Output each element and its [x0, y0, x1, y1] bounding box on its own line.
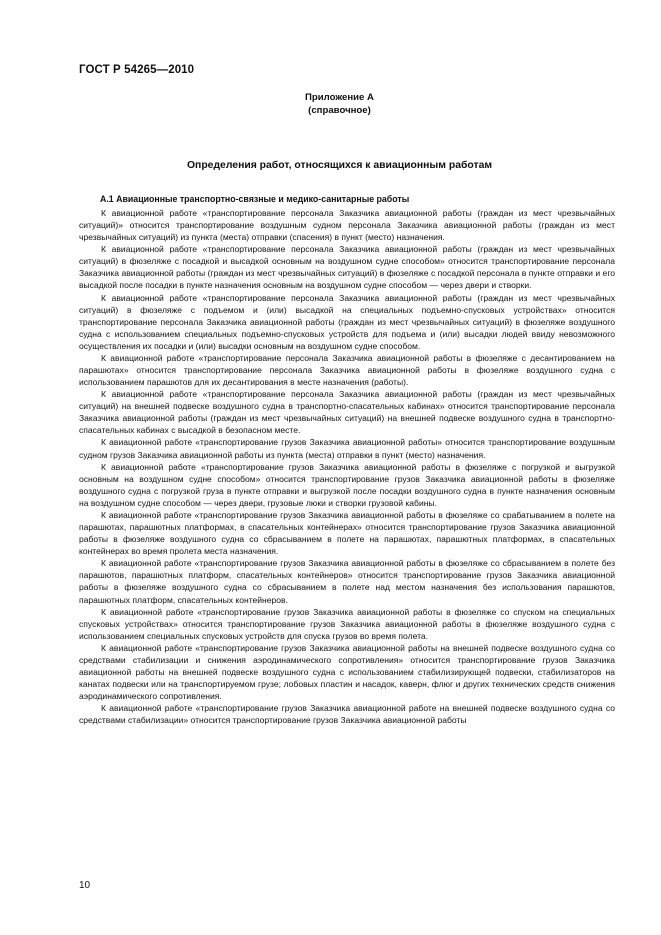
paragraph: К авиационной работе «транспортирование грузов Заказчика авиационной работы в фюзеляже со сбрасыванием в полете без парашютов, парашютных платформ, спасательных контейнеров» относится транспортирование грузов Заказчика авиационной работы в фюзеляже воздушного судна со сбрасыванием в полете над местом назначения без использования парашютов, парашютных платформ, спасательных контейнеров.: [79, 558, 615, 605]
paragraph: К авиационной работе «транспортирование персонала Заказчика авиационной работы (граждан из мест чрезвычайных ситуаций) в фюзеляже с посадкой и высадкой основным на воздушном судне способом» относится транспортирование персонала Заказчика авиационной работы (граждан из мест чрезвычайных ситуаций) в фюзеляже с посадкой персонала в пункте отправки и его высадкой после посадки в пункте назначения основным на воздушном судне способом — через двери и створки.: [79, 244, 615, 291]
paragraph: К авиационной работе «транспортирование грузов Заказчика авиационной работы в фюзеляже с погрузкой и выгрузкой основным на воздушном судне способом» относится транспортирование грузов Заказчика авиационной работы в фюзеляже воздушного судна с погрузкой груза в пункте отправки и выгрузкой после посадки воздушного судна в пункте назначения основным на воздушном судне способом — через двери, грузовые люки и створки грузовой кабины.: [79, 461, 615, 508]
paragraph: К авиационной работе «транспортирование грузов Заказчика авиационной работе на внешней подвеске воздушного судна со средствами стабилизации» относится транспортирование грузов Заказчика авиационной работы: [79, 703, 615, 726]
paragraph: К авиационной работе «транспортирование персонала Заказчика авиационной работы (граждан из мест чрезвычайных ситуаций) в фюзеляже с подъемом и (или) высадкой на специальных подъемно-спусковых устройствах» относится транспортирование персонала Заказчика авиационной работы (граждан из мест чрезвычайных ситуаций) в фюзеляже воздушного судна с использованием специальных подъемно-спусковых устройств для подъема и (или) высадки людей ввиду невозможного осуществления их посадки и (или) высадки основным на воздушном судне способом.: [79, 292, 615, 351]
body-text: [79, 207, 615, 726]
paragraph: К авиационной работе «транспортирование грузов Заказчика авиационной работы в фюзеляже со срабатыванием в полете на парашютах, парашютных платформах, в спасательных контейнерах» относится транспортирование грузов Заказчика авиационной работы в фюзеляже воздушного судна со сбрасыванием в полете на парашютах, парашютных платформах, в спасательных контейнерах во время пролета места назначения.: [79, 509, 615, 557]
appendix-heading: [79, 91, 600, 117]
paragraph: К авиационной работе «транспортирование грузов Заказчика авиационной работы на внешней подвеске воздушного судна со средствами стабилизации и снижения аэродинамического сопротивления» относится транспортирование грузов Заказчика авиационной работы на внешней подвеске воздушного судна с использованием стабилизирующей подвески, стабилизаторов на канатах подвески или на транспортируемом грузе; лобовых пластин и насадок, каверн, флюг и других технических средств снижения аэродинамического сопротивления.: [79, 642, 615, 702]
page-number: 10: [79, 880, 91, 891]
paragraph: К авиационной работе «транспортирование грузов Заказчика авиационной работы» относится транспортирование воздушным судном грузов Заказчика авиационной работы из пункта (места) отправки в пункт (место) назначения.: [79, 437, 615, 460]
appendix-title: Приложение А: [305, 92, 374, 103]
appendix-subtitle: (справочное): [308, 105, 371, 116]
standard-number: ГОСТ Р 54265—2010: [79, 64, 195, 76]
section-heading: А.1 Авиационные транспортно-связные и медико-санитарные работы: [100, 194, 410, 204]
paragraph: К авиационной работе «транспортирование грузов Заказчика авиационной работы в фюзеляже со спуском на специальных спусковых устройствах» относится транспортирование грузов Заказчика авиационной работы в фюзеляже воздушного судна с использованием специальных спусковых устройств для спуска грузов во время полета.: [79, 606, 615, 641]
paragraph: К авиационной работе «транспортирование персонала Заказчика авиационной работы (граждан из мест чрезвычайных ситуаций)» относится транспортирование воздушным судном персонала Заказчика авиационной работы (граждан из мест чрезвычайных ситуаций) из пункта (места) отправки (спасения) в пункт (место) назначения.: [79, 208, 615, 243]
paragraph: К авиационной работе «транспортирование персонала Заказчика авиационной работы в фюзеляже с десантированием на парашютах» относится транспортирование персонала Заказчика авиационной работы в фюзеляже воздушного судна с использованием парашютов для их десантирования в месте назначения (работы).: [79, 352, 615, 388]
page-title: Определения работ, относящихся к авиационным работам: [186, 160, 493, 171]
paragraph: К авиационной работе «транспортирование персонала Заказчика авиационной работы (граждан из мест чрезвычайных ситуаций) на внешней подвеске воздушного судна в транспортно-спасательных кабинах» относится транспортирование персонала Заказчика авиационной работы (граждан из мест чрезвычайных ситуаций) на внешней подвеске воздушного судна в транспортно-спасательных кабинах с высадкой в безопасном месте.: [79, 389, 615, 436]
